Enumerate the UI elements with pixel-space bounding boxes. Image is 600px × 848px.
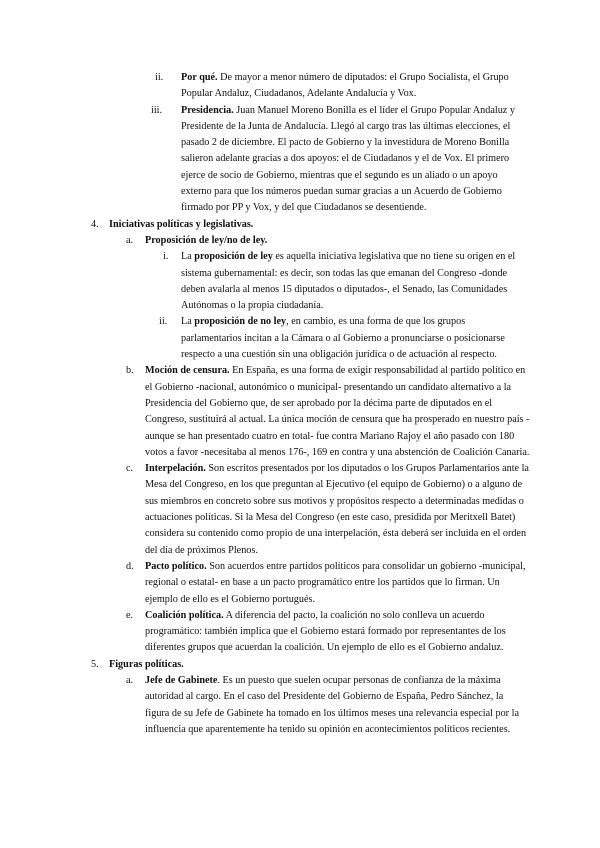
list-item-4a xyxy=(0,233,600,249)
item-title: Moción de censura. xyxy=(145,365,230,377)
list-item-iii-presidencia xyxy=(0,103,600,217)
list-marker: c. xyxy=(126,463,134,475)
list-marker: e. xyxy=(126,609,134,621)
list-marker: 4. xyxy=(91,218,99,230)
item-title: Presidencia. xyxy=(181,104,234,116)
list-item-4c xyxy=(0,461,600,559)
item-body: . Es un puesto que suelen ocupar personas de confianza de la máxima autoridad al cargo. En el caso del Presidente del Gobierno de España, Pedro Sánchez, la figura de su Jefe de Gabinete ha tomado en los últimos meses una relevancia especial por la influencia que aparentemente ha tenido su opinión en acontecimientos políticos recientes. xyxy=(145,674,519,735)
item-body: Juan Manuel Moreno Bonilla es el líder el Grupo Popular Andaluz y Presidente de la Junta de Andalucía. Llegó al cargo tras las últimas elecciones, el pasado 2 de diciembre. El pacto de Gobierno y la investidura de Moreno Bonilla salieron adelante gracias a dos apoyos: el de Ciudadanos y el de Vox. El primero ejerce de socio de Gobierno, mientras que el segundo es un aliado o un apoyo externo para que los números puedan sumar gracias a un Acuerdo de Gobierno firmado por PP y Vox, y del que Ciudadanos se desentiende. xyxy=(181,104,515,214)
list-item-4a-i xyxy=(0,249,600,314)
item-title: Jefe de Gabinete xyxy=(145,674,218,686)
item-title: Por qué. xyxy=(181,72,218,83)
item-body: es aquella iniciativa legislativa que no tiene su origen en el sistema gubernamental: es decir, son todas las que emanan del Congreso -donde deben avalarla al menos 15 diputados o diputados-, el Senado, las Comunidades Autónomas o la propia ciudadanía. xyxy=(181,251,516,312)
list-item-text xyxy=(145,363,530,461)
item-body: Son escritos presentados por los diputados o los Grupos Parlamentarios ante la Mesa del Congreso, en los que preguntan al Ejecutivo (el equipo de Gobierno) o a alguno de sus miembros en concreto sobre sus motivos y propósitos respecto a determinadas medidas o actuaciones políticas. Si la Mesa del Congreso (en este caso, presidida por Meritxell Batet) considera su contenido como propio de una interpelación, ésta deberá ser incluida en el orden del día de próximos Plenos. xyxy=(145,463,529,556)
item-title: Coalición política. xyxy=(145,609,224,621)
list-item-4a-ii xyxy=(0,314,600,363)
list-item-ii-por-que xyxy=(0,70,600,103)
list-marker: a. xyxy=(126,674,134,686)
item-body: , en cambio, es una forma de que los grupos parlamentarios incitan a la Cámara o al Gobierno a pronunciarse o posicionarse respecto a una cuestión sin una obligación jurídica o de actuación al respecto. xyxy=(181,316,505,361)
list-item-text: La proposición de ley es aquella iniciativa legislativa que no tiene su origen en el sistema gubernamental: es decir, son todas las que emanan del Congreso -donde deben avalarla al menos 15 diputados o diputados-, el Senado, las Comunidades Autónomas o la propia ciudadanía. xyxy=(181,251,516,312)
item-title: proposición de ley xyxy=(194,251,273,263)
list-item-text: La proposición de no ley, en cambio, es una forma de que los grupos parlamentarios incitan a la Cámara o al Gobierno a pronunciarse o posicionarse respecto a una cuestión sin una obligación jurídica o de actuación al respecto. xyxy=(181,316,505,361)
item-body: En España, es una forma de exigir responsabilidad al partido político en el Gobierno -nacional, autonómico o municipal- presentando un candidato alternativo a la Presidencia del Gobierno que, de ser aprobado por la décima parte de diputados en el Congreso, sustituirá al actual. La única moción de censura que ha prosperado en nuestro país -aunque se han presentado cuatro en total- fue contra Mariano Rajoy el año pasado con 180 votos a favor -necesitaba al menos 176-, 169 en contra y una abstención de Coalición Canaria. xyxy=(145,365,530,458)
document-page xyxy=(0,70,600,738)
list-marker: 5. xyxy=(91,658,99,670)
list-item-text xyxy=(145,559,530,608)
item-body: Son acuerdos entre partidos políticos para consolidar un gobierno -municipal, regional o estatal- en base a un pacto programático entre los partidos que lo firman. Un ejemplo de ello es el Gobierno portugués. xyxy=(145,560,526,605)
list-item-text xyxy=(145,673,530,738)
list-marker: iii. xyxy=(151,104,163,116)
section-5-heading xyxy=(0,657,600,673)
section-4-heading xyxy=(0,217,600,233)
list-item-4b xyxy=(0,363,600,461)
list-item-text xyxy=(145,608,530,657)
list-marker: a. xyxy=(126,234,134,246)
item-body: De mayor a menor número de diputados: el Grupo Socialista, el Grupo Popular Andaluz, Ciudadanos, Adelante Andalucía y Vox. xyxy=(181,72,509,100)
list-item-5a xyxy=(0,673,600,738)
section-title: Iniciativas políticas y legislativas. xyxy=(109,218,254,230)
list-marker: b. xyxy=(126,365,134,377)
list-marker: ii. xyxy=(155,72,164,83)
list-marker: ii. xyxy=(159,316,168,328)
list-item-4e xyxy=(0,608,600,657)
item-body: A diferencia del pacto, la coalición no solo conlleva un acuerdo programático: también implica que el Gobierno estará formado por representantes de los diferentes grupos que acuerdan la coalición. Un ejemplo de ello es el Gobierno andaluz. xyxy=(145,609,506,654)
item-title: Pacto político. xyxy=(145,560,207,572)
item-title: proposición de no ley xyxy=(194,316,287,328)
list-marker: i. xyxy=(163,251,169,263)
list-item-text xyxy=(181,70,528,103)
list-item-4d xyxy=(0,559,600,608)
list-marker: d. xyxy=(126,560,134,572)
list-item-text xyxy=(145,461,530,559)
list-item-text xyxy=(181,103,528,217)
item-title: Interpelación. xyxy=(145,463,206,475)
section-title: Figuras políticas. xyxy=(109,658,184,670)
item-title: Proposición de ley/no de ley. xyxy=(145,234,268,246)
